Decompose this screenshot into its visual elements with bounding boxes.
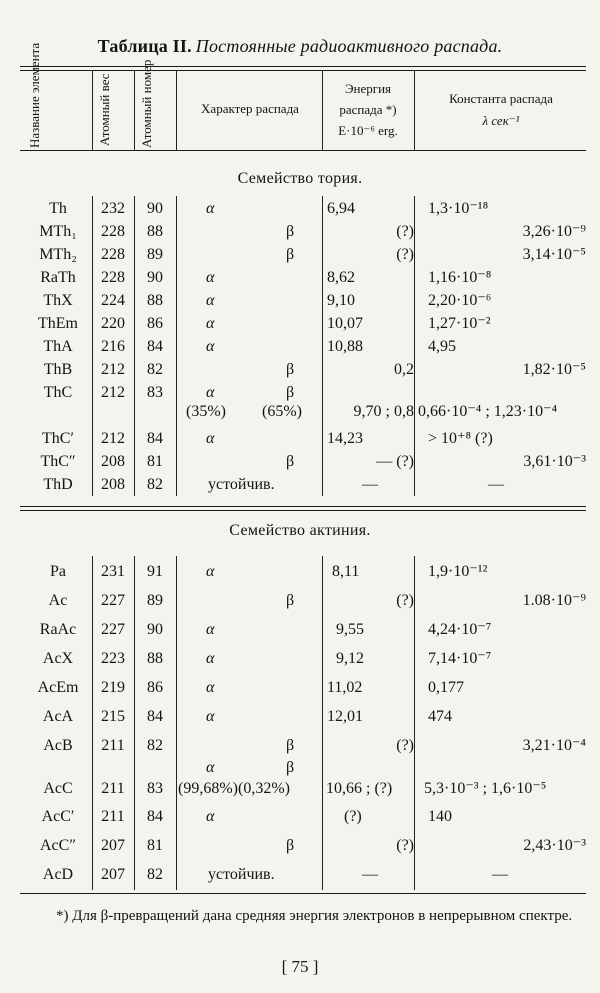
thc-beta-percent: (65%): [262, 403, 302, 420]
decay-constant: 7,14·10⁻⁷: [428, 650, 492, 667]
atomic-number: 86: [147, 679, 163, 696]
thc-alpha-percent: (35%): [186, 403, 226, 420]
decay-energy: (?): [396, 737, 414, 754]
element-name: MTh₂: [39, 246, 77, 263]
atomic-weight: 211: [101, 808, 125, 825]
decay-beta: β: [286, 737, 295, 754]
decay-alpha: α: [206, 679, 215, 696]
atomic-weight: 219: [101, 679, 125, 696]
thc-constant: 0,66·10⁻⁴ ; 1,23·10⁻⁴: [418, 403, 558, 420]
decay-alpha: α: [206, 338, 215, 355]
section-rule-2: [20, 510, 586, 511]
decay-constant: 3,14·10⁻⁵: [522, 246, 586, 263]
header-character: Характер распада: [201, 101, 299, 116]
element-name: AcC: [43, 780, 73, 797]
decay-constant: 1,16·10⁻⁸: [428, 269, 492, 286]
decay-constant: 1,27·10⁻²: [428, 315, 491, 332]
decay-constant: 1,9·10⁻¹²: [428, 563, 488, 580]
table-row: [0, 675, 600, 701]
atomic-number: 83: [147, 384, 163, 401]
atomic-weight: 232: [101, 200, 125, 217]
decay-constant: 0,177: [428, 679, 464, 696]
header-bottom-rule: [20, 150, 586, 151]
decay-energy: 10,66 ; (?): [326, 780, 393, 797]
element-name: MTh₁: [39, 223, 77, 240]
decay-beta: β: [286, 453, 295, 470]
header-top-rule-2: [20, 70, 586, 71]
thorium-section-title: Семейство тория.: [237, 170, 363, 187]
element-name: AcC″: [40, 837, 76, 854]
header-divider: [134, 70, 135, 150]
decay-alpha: α: [206, 708, 215, 725]
atomic-weight: 231: [101, 563, 125, 580]
decay-alpha: α: [206, 269, 215, 286]
table-row: [0, 588, 600, 614]
element-name: Th: [49, 200, 67, 217]
decay-constant: 2,43·10⁻³: [523, 837, 586, 854]
table-title-text: Постоянные радиоактивного распада.: [195, 36, 503, 56]
element-name: AcB: [43, 737, 73, 754]
decay-energy: 8,62: [327, 269, 355, 286]
decay-alpha: α: [206, 292, 215, 309]
element-name: AcC′: [41, 808, 75, 825]
decay-alpha: α: [206, 315, 215, 332]
atomic-weight: 223: [101, 650, 125, 667]
atomic-weight: 227: [101, 592, 125, 609]
decay-energy: (?): [396, 223, 414, 240]
atomic-weight: 208: [101, 476, 125, 493]
decay-constant: 1,82·10⁻⁵: [522, 361, 586, 378]
element-name: RaTh: [40, 269, 76, 286]
atomic-number: 82: [147, 866, 163, 883]
acc-alpha: α: [206, 759, 215, 776]
header-divider: [92, 70, 93, 150]
decay-beta: β: [286, 223, 295, 240]
decay-energy: 6,94: [327, 200, 355, 217]
table-row: [0, 646, 600, 672]
decay-constant: 3,21·10⁻⁴: [522, 737, 586, 754]
header-weight: Атомный вес: [97, 73, 112, 147]
atomic-number: 84: [147, 430, 163, 447]
atomic-number: 86: [147, 315, 163, 332]
decay-energy: (?): [396, 246, 414, 263]
header-energy-2: распада *): [339, 102, 397, 117]
decay-alpha: α: [206, 563, 215, 580]
element-name: AcA: [42, 708, 74, 725]
decay-energy: 10,07: [327, 315, 363, 332]
table-bottom-rule: [20, 893, 586, 894]
element-name: Pa: [50, 563, 66, 580]
atomic-weight: 224: [101, 292, 125, 309]
atomic-number: 89: [147, 246, 163, 263]
table-row: [0, 833, 600, 859]
decay-constant: > 10⁺⁸ (?): [428, 430, 493, 447]
thc-energy: 9,70 ; 0,8: [353, 403, 414, 420]
table-row: [0, 733, 600, 759]
decay-energy: (?): [396, 837, 414, 854]
decay-stable: устойчив.: [208, 866, 275, 883]
decay-beta: β: [286, 592, 295, 609]
table-row: [0, 559, 600, 585]
atomic-weight: 208: [101, 453, 125, 470]
element-name: AcEm: [37, 679, 79, 696]
decay-beta: β: [286, 384, 295, 401]
header-divider: [414, 70, 415, 150]
atomic-number: 84: [147, 808, 163, 825]
table-row: [0, 862, 600, 888]
acc-branch-percents: (99,68%)(0,32%): [178, 780, 290, 797]
table-row: [0, 776, 600, 802]
atomic-number: 88: [147, 292, 163, 309]
decay-constant: 3,61·10⁻³: [523, 453, 586, 470]
decay-stable: устойчив.: [208, 476, 275, 493]
atomic-number: 82: [147, 361, 163, 378]
decay-constant: —: [492, 866, 508, 883]
atomic-number: 82: [147, 476, 163, 493]
header-number: Атомный номер: [139, 59, 154, 148]
section-rule: [20, 506, 586, 507]
table-row: [0, 472, 600, 498]
header-name: Название элемента: [27, 42, 42, 148]
atomic-weight: 216: [101, 338, 125, 355]
atomic-weight: 228: [101, 269, 125, 286]
decay-energy: (?): [344, 808, 362, 825]
decay-constant: 4,95: [428, 338, 456, 355]
atomic-weight: 207: [101, 837, 125, 854]
decay-beta: β: [286, 361, 295, 378]
decay-energy: 11,02: [327, 679, 363, 696]
element-name: ThC″: [40, 453, 76, 470]
atomic-number: 84: [147, 338, 163, 355]
atomic-weight: 212: [101, 384, 125, 401]
table-row: [0, 704, 600, 730]
decay-alpha: α: [206, 430, 215, 447]
decay-constant: 140: [428, 808, 452, 825]
decay-energy: 8,11: [332, 563, 360, 580]
actinium-section-title: Семейство актиния.: [229, 522, 371, 539]
element-name: ThEm: [38, 315, 78, 332]
element-name: AcX: [42, 650, 74, 667]
decay-constant: 4,24·10⁻⁷: [428, 621, 492, 638]
atomic-weight: 211: [101, 780, 125, 797]
atomic-number: 81: [147, 453, 163, 470]
decay-alpha: α: [206, 384, 215, 401]
decay-energy: 0,2: [394, 361, 414, 378]
decay-energy: 14,23: [327, 430, 363, 447]
decay-beta: β: [286, 246, 295, 263]
decay-alpha: α: [206, 650, 215, 667]
decay-energy: 10,88: [327, 338, 363, 355]
decay-alpha: α: [206, 808, 215, 825]
decay-energy: 9,10: [327, 292, 355, 309]
decay-constant: 5,3·10⁻³ ; 1,6·10⁻⁵: [424, 780, 547, 797]
element-name: Ac: [48, 592, 68, 609]
atomic-weight: 212: [101, 361, 125, 378]
header-energy-3: E·10⁻⁶ erg.: [338, 123, 398, 138]
page-number: [ 75 ]: [281, 957, 319, 976]
atomic-weight: 215: [101, 708, 125, 725]
decay-energy: 12,01: [327, 708, 363, 725]
atomic-number: 88: [147, 223, 163, 240]
atomic-number: 82: [147, 737, 163, 754]
atomic-weight: 212: [101, 430, 125, 447]
element-name: ThX: [43, 292, 73, 309]
atomic-number: 90: [147, 200, 163, 217]
atomic-number: 83: [147, 780, 163, 797]
table-title-lead: Таблица II.: [97, 36, 192, 56]
atomic-weight: 228: [101, 246, 125, 263]
element-name: RaAc: [39, 621, 77, 638]
element-name: AcD: [42, 866, 74, 883]
decay-constant: 474: [428, 708, 452, 725]
atomic-weight: 220: [101, 315, 125, 332]
table-row: [0, 617, 600, 643]
atomic-number: 81: [147, 837, 163, 854]
atomic-number: 91: [147, 563, 163, 580]
header-energy-1: Энергия: [344, 81, 392, 96]
header-constant-1: Константа распада: [449, 91, 553, 106]
header-divider: [322, 70, 323, 150]
table-row: [0, 804, 600, 830]
atomic-number: 90: [147, 621, 163, 638]
decay-energy: —: [362, 866, 378, 883]
decay-energy: 9,12: [336, 650, 364, 667]
decay-constant: 2,20·10⁻⁶: [428, 292, 492, 309]
decay-beta: β: [286, 837, 295, 854]
atomic-weight: 228: [101, 223, 125, 240]
decay-constant: —: [488, 476, 504, 493]
decay-energy: 9,55: [336, 621, 364, 638]
footnote: *) Для β-превращений дана средняя энергия электронов в непрерывном спектре.: [56, 908, 573, 924]
element-name: ThD: [43, 476, 73, 493]
decay-constant: 1.08·10⁻⁹: [522, 592, 586, 609]
atomic-weight: 211: [101, 737, 125, 754]
decay-energy: — (?): [376, 453, 414, 470]
element-name: ThB: [43, 361, 73, 378]
element-name: ThC: [43, 384, 73, 401]
header-constant-2: λ сек⁻¹: [482, 113, 520, 128]
element-name: ThA: [43, 338, 73, 355]
header-divider: [176, 70, 177, 150]
atomic-number: 90: [147, 269, 163, 286]
atomic-weight: 207: [101, 866, 125, 883]
header-top-rule: [20, 66, 586, 67]
atomic-number: 89: [147, 592, 163, 609]
decay-energy: —: [362, 476, 378, 493]
decay-constant: 3,26·10⁻⁹: [522, 223, 586, 240]
atomic-number: 88: [147, 650, 163, 667]
atomic-weight: 227: [101, 621, 125, 638]
acc-beta: β: [286, 759, 295, 776]
table-title: [0, 36, 600, 57]
decay-alpha: α: [206, 200, 215, 217]
decay-constant: 1,3·10⁻¹⁸: [428, 200, 489, 217]
decay-energy: (?): [396, 592, 414, 609]
atomic-number: 84: [147, 708, 163, 725]
element-name: ThC′: [42, 430, 74, 447]
decay-alpha: α: [206, 621, 215, 638]
